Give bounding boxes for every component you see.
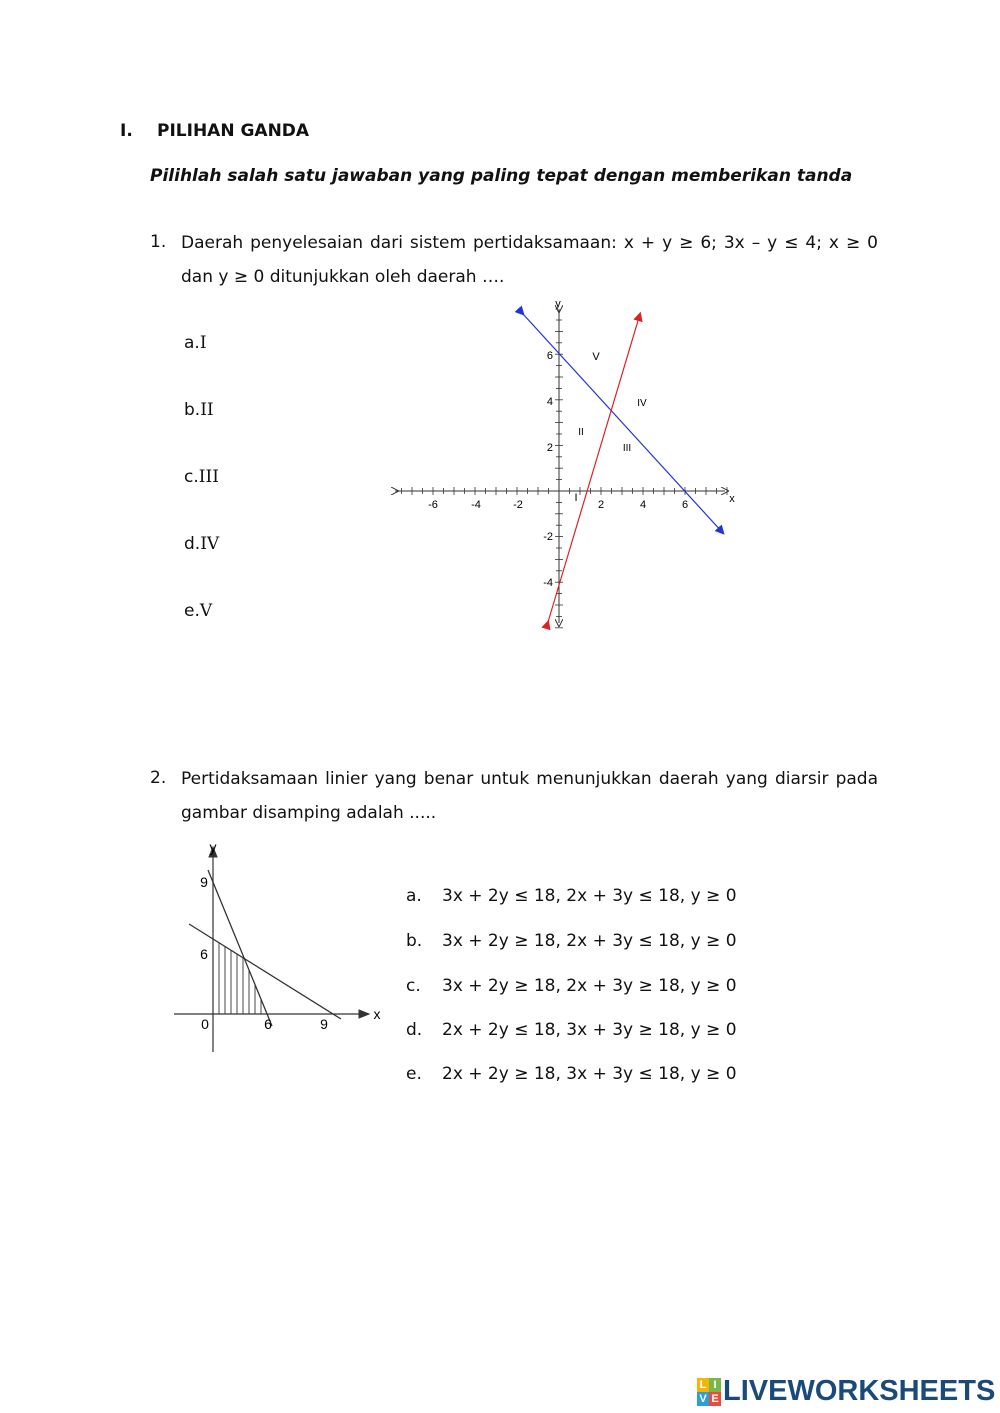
option-letter: c. <box>406 976 421 996</box>
q2-graph <box>170 838 390 1058</box>
option-letter: b. <box>406 931 423 951</box>
question-1-number: 1. <box>150 232 167 252</box>
q1-option-c[interactable] <box>184 467 219 487</box>
option-text: II <box>200 400 214 420</box>
section-title: PILIHAN GANDA <box>157 121 310 141</box>
x-tick-label: 9 <box>320 1016 328 1032</box>
q2-option-a[interactable] <box>406 886 737 906</box>
x-tick-label: -4 <box>471 499 481 511</box>
logo-icon <box>697 1378 721 1406</box>
option-text: 3x + 2y ≥ 18, 2x + 3y ≥ 18, y ≥ 0 <box>442 976 737 996</box>
q2-option-b[interactable] <box>406 931 737 951</box>
y-axis-label: y <box>209 839 217 855</box>
question-2-text: Pertidaksamaan linier yang benar untuk menunjukkan daerah yang diarsir pada gambar disamping adalah ..... <box>181 769 878 823</box>
q2-option-e[interactable] <box>406 1064 737 1084</box>
option-text: I <box>199 333 207 353</box>
option-text: 2x + 2y ≤ 18, 3x + 3y ≥ 18, y ≥ 0 <box>442 1020 737 1040</box>
region-label-IV: IV <box>637 398 647 409</box>
q2-option-d[interactable] <box>406 1020 737 1040</box>
region-label-I: I <box>574 492 578 504</box>
line-3x-2y <box>208 870 272 1026</box>
region-label-II: II <box>578 427 584 438</box>
option-text: 3x + 2y ≥ 18, 2x + 3y ≤ 18, y ≥ 0 <box>442 931 737 951</box>
y-tick-label: 2 <box>546 442 553 454</box>
q1-graph <box>390 295 740 630</box>
logo-letter: V <box>697 1392 709 1406</box>
option-text: 3x + 2y ≤ 18, 2x + 3y ≤ 18, y ≥ 0 <box>442 886 737 906</box>
y-tick-label: 9 <box>200 874 208 890</box>
y-tick-label: -4 <box>543 577 553 589</box>
option-letter: e. <box>184 601 200 621</box>
logo-letter: L <box>697 1378 709 1392</box>
x-tick-label: 6 <box>681 499 689 511</box>
q1-option-a[interactable] <box>184 333 207 353</box>
option-letter: a. <box>184 333 200 353</box>
option-letter: a. <box>406 886 422 906</box>
region-label-V: V <box>592 351 600 363</box>
option-text: IV <box>200 534 220 554</box>
tick-marks <box>402 320 728 630</box>
logo-letter: I <box>709 1378 721 1392</box>
x-axis-label: x <box>729 493 735 505</box>
origin-label: 0 <box>201 1016 209 1032</box>
option-text: V <box>199 601 213 621</box>
y-axis-label: y <box>555 298 561 310</box>
section-number: I. <box>120 121 133 141</box>
y-tick-label: 6 <box>546 350 553 362</box>
x-tick-label: 2 <box>597 499 605 511</box>
logo-letter: E <box>709 1392 721 1406</box>
liveworksheets-logo[interactable] <box>697 1375 995 1408</box>
x-tick-label: 6 <box>264 1016 272 1032</box>
option-letter: d. <box>184 534 201 554</box>
q1-option-d[interactable] <box>184 534 219 554</box>
q2-option-c[interactable] <box>406 976 737 996</box>
y-tick-label: 6 <box>200 946 208 962</box>
region-label-III: III <box>622 443 632 454</box>
x-axis-label: x <box>373 1006 381 1022</box>
y-tick-label: 4 <box>546 396 553 408</box>
y-tick-label: -2 <box>543 531 553 543</box>
line-2x-3y <box>189 924 341 1019</box>
option-letter: e. <box>406 1064 422 1084</box>
q1-option-e[interactable] <box>184 601 212 621</box>
instruction-text: Pilihlah salah satu jawaban yang paling tepat dengan memberikan tanda <box>150 166 853 186</box>
option-text: III <box>198 467 219 487</box>
option-letter: c. <box>184 467 199 487</box>
option-text: 2x + 2y ≥ 18, 3x + 3y ≤ 18, y ≥ 0 <box>442 1064 737 1084</box>
x-tick-label: -2 <box>513 499 523 511</box>
option-letter: d. <box>406 1020 423 1040</box>
question-1-text: Daerah penyelesaian dari sistem pertidaksamaan: x + y ≥ 6; 3x – y ≤ 4; x ≥ 0 dan y ≥ 0 ditunjukkan oleh daerah …. <box>181 233 878 287</box>
x-tick-label: 4 <box>639 499 647 511</box>
option-letter: b. <box>184 400 201 420</box>
x-tick-label: -6 <box>428 499 438 511</box>
question-2-number: 2. <box>150 768 167 788</box>
shaded-region <box>219 943 267 1014</box>
q1-option-b[interactable] <box>184 400 214 420</box>
blue-line <box>523 314 723 533</box>
logo-wordmark: LIVEWORKSHEETS <box>723 1375 996 1407</box>
